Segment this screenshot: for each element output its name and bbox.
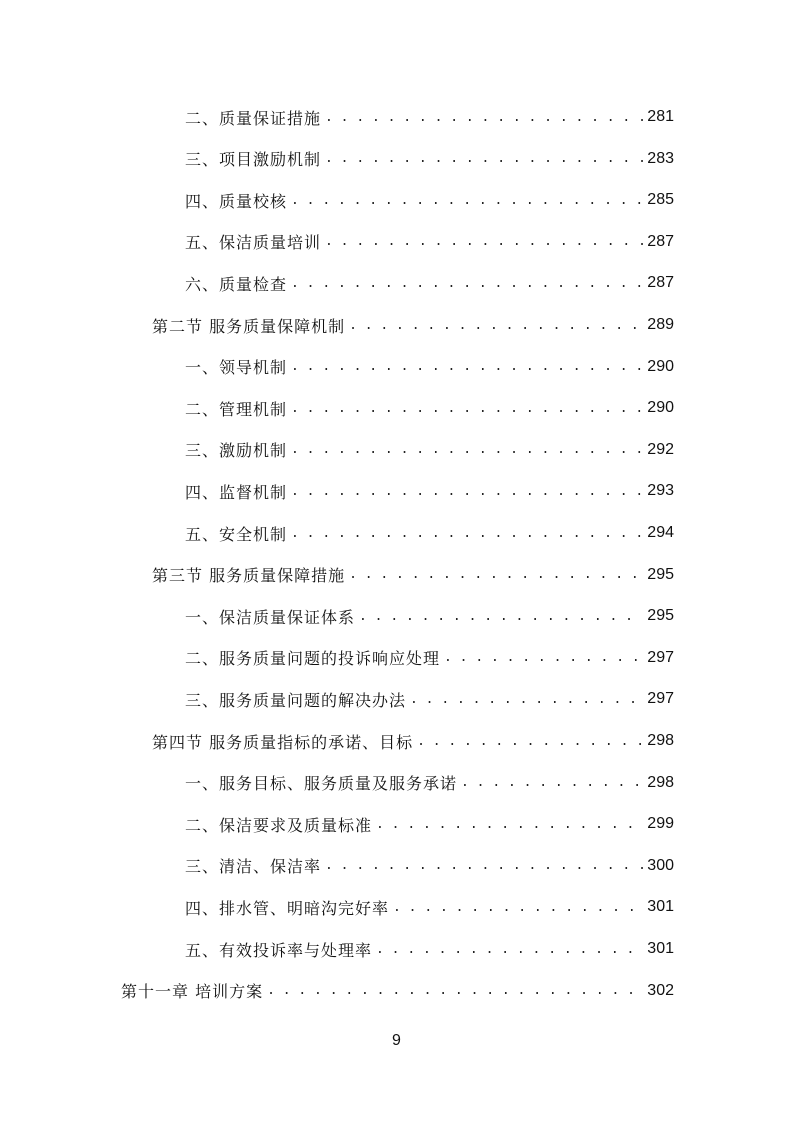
toc-entry[interactable] <box>185 928 674 970</box>
toc-entry-page: 289 <box>647 316 674 333</box>
toc-entry[interactable] <box>185 262 674 304</box>
toc-entry-page: 295 <box>647 607 674 625</box>
toc-entry-title: 二、服务质量问题的投诉响应处理 <box>185 649 441 669</box>
toc-entry-title: 五、保洁质量培训 <box>185 233 322 253</box>
toc-entry-page: 299 <box>647 815 674 833</box>
toc-entry-title: 四、排水管、明暗沟完好率 <box>185 898 390 918</box>
toc-entry-page: 287 <box>647 232 674 250</box>
toc-entry[interactable] <box>185 346 674 388</box>
toc-entry[interactable] <box>185 512 674 554</box>
toc-entry-title: 六、质量检查 <box>185 274 288 294</box>
toc-dot-leader <box>349 318 643 333</box>
toc-entry-title: 一、保洁质量保证体系 <box>185 607 356 627</box>
toc-dot-leader <box>393 900 643 915</box>
toc-entry[interactable] <box>185 678 674 720</box>
toc-dot-leader <box>417 734 643 749</box>
toc-dot-leader <box>267 983 643 998</box>
toc-entry[interactable] <box>185 886 674 928</box>
toc-entry[interactable] <box>185 803 674 845</box>
toc-dot-leader <box>376 942 643 957</box>
toc-dot-leader <box>291 359 643 374</box>
toc-entry-page: 298 <box>647 732 674 749</box>
toc-entry[interactable] <box>185 96 674 138</box>
toc-entry-title: 五、安全机制 <box>185 524 288 544</box>
toc-entry-title: 第二节 服务质量保障机制 <box>152 316 346 336</box>
toc-dot-leader <box>444 650 643 665</box>
toc-dot-leader <box>291 484 643 499</box>
toc-dot-leader <box>349 567 643 582</box>
toc-dot-leader <box>291 526 643 541</box>
toc-entry-title: 二、管理机制 <box>185 399 288 419</box>
toc-entry-title: 一、服务目标、服务质量及服务承诺 <box>185 774 458 794</box>
toc-entry-page: 287 <box>647 274 674 292</box>
toc-entry[interactable] <box>185 762 674 804</box>
toc-entry-page: 293 <box>647 482 674 500</box>
toc-entry[interactable] <box>185 179 674 221</box>
toc-entry[interactable] <box>185 637 674 679</box>
toc-entry-title: 第三节 服务质量保障措施 <box>152 566 346 586</box>
toc-entry-page: 301 <box>647 940 674 957</box>
toc-entry-page: 290 <box>647 357 674 375</box>
toc-entry[interactable] <box>185 845 674 887</box>
toc-entry-title: 四、监督机制 <box>185 482 288 502</box>
toc-entry[interactable] <box>185 221 674 263</box>
toc-dot-leader <box>359 609 643 624</box>
toc-entry-page: 292 <box>647 440 674 458</box>
toc-dot-leader <box>291 442 643 457</box>
toc-entry-title: 三、清洁、保洁率 <box>185 857 322 877</box>
toc-dot-leader <box>291 193 643 208</box>
toc-dot-leader <box>410 692 643 707</box>
toc-entry-title: 四、质量校核 <box>185 191 288 211</box>
toc-entry-page: 297 <box>647 690 674 708</box>
toc-dot-leader <box>291 276 643 291</box>
toc-entry-page: 290 <box>647 399 674 417</box>
toc-entry-page: 285 <box>647 191 674 209</box>
toc-entry-page: 300 <box>647 856 674 874</box>
toc-entry[interactable] <box>185 429 674 471</box>
toc-entry-title: 二、质量保证措施 <box>185 108 322 128</box>
toc-dot-leader <box>325 151 643 166</box>
toc-dot-leader <box>325 110 643 125</box>
toc-dot-leader <box>376 817 643 832</box>
toc-dot-leader <box>325 234 643 249</box>
toc-dot-leader <box>291 401 643 416</box>
toc-entry[interactable] <box>185 387 674 429</box>
toc-entry-title: 三、项目激励机制 <box>185 150 322 170</box>
toc-entry-page: 281 <box>647 108 674 125</box>
toc-dot-leader <box>461 775 643 790</box>
toc-entry-title: 五、有效投诉率与处理率 <box>185 940 373 960</box>
toc-entry-page: 294 <box>647 524 674 541</box>
toc-entry[interactable] <box>152 554 674 596</box>
toc-entry-page: 298 <box>647 773 674 791</box>
toc-dot-leader <box>325 858 643 873</box>
toc-entry-page: 283 <box>647 149 674 167</box>
toc-entry-title: 一、领导机制 <box>185 358 288 378</box>
page-number: 9 <box>392 1032 401 1049</box>
toc-entry[interactable] <box>152 304 674 346</box>
toc-entry-page: 297 <box>647 648 674 666</box>
toc-entry-title: 三、激励机制 <box>185 441 288 461</box>
toc-entry[interactable] <box>121 970 674 1012</box>
toc-entry-title: 第四节 服务质量指标的承诺、目标 <box>152 732 414 752</box>
toc-entry[interactable] <box>185 595 674 637</box>
toc-entry[interactable] <box>185 470 674 512</box>
toc-entry-page: 295 <box>647 565 674 583</box>
toc-entry-title: 三、服务质量问题的解决办法 <box>185 690 407 710</box>
toc-entry[interactable] <box>185 138 674 180</box>
toc-entry-title: 二、保洁要求及质量标准 <box>185 815 373 835</box>
toc-entry-page: 301 <box>647 898 674 916</box>
toc-entry[interactable] <box>152 720 674 762</box>
toc-entry-page: 302 <box>647 981 674 999</box>
toc-entry-title: 第十一章 培训方案 <box>121 982 264 1002</box>
